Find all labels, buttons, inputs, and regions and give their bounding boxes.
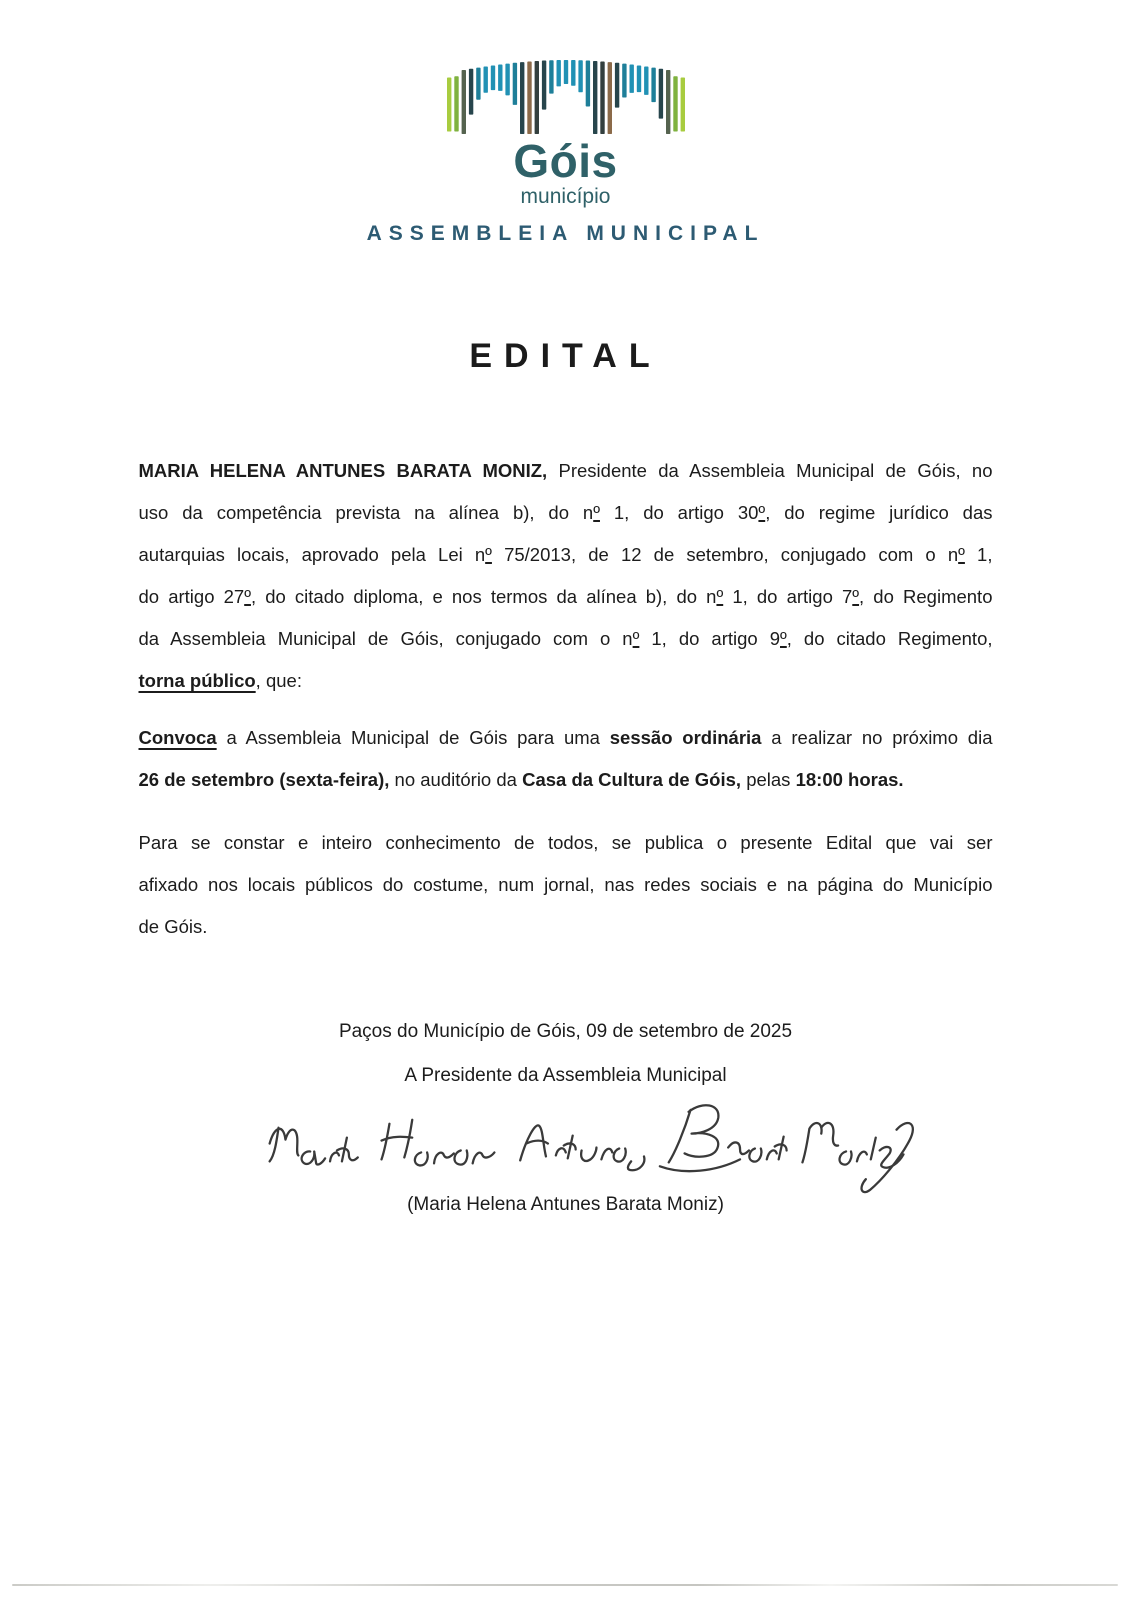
text-segment: 18:00 horas.: [795, 769, 904, 790]
text-line: [139, 864, 993, 906]
text-line: [139, 576, 993, 618]
text-segment: sessão ordinária: [609, 727, 762, 748]
text-segment: torna público: [138, 670, 256, 691]
ordinal-indicator: º: [716, 586, 724, 607]
text-segment: , que:: [255, 670, 302, 691]
text-segment: uso da competência prevista na alínea b), do nº 1, do artigo 30º, do regime jurídico das: [138, 502, 993, 523]
text-segment: da Assembleia Municipal de Góis, conjugado com o nº 1, do artigo 9º, do citado Regimento,: [138, 628, 993, 649]
text-segment: de Góis.: [138, 916, 208, 937]
ordinal-indicator: º: [780, 628, 787, 649]
text-line: [139, 906, 993, 948]
text-line: [139, 660, 993, 702]
ordinal-indicator: º: [958, 544, 965, 565]
scan-artifact-line: [12, 1584, 1118, 1586]
text-segment: 26 de setembro (sexta-feira),: [138, 769, 390, 790]
edital-paragraph: [139, 717, 993, 801]
closing-block: [0, 1018, 1131, 1219]
text-line: [139, 450, 993, 492]
text-line: [139, 759, 993, 801]
text-segment: MARIA HELENA ANTUNES BARATA MONIZ,: [138, 460, 548, 481]
typed-signer-name: (Maria Helena Antunes Barata Moniz): [407, 1194, 724, 1215]
document-title: EDITAL: [469, 337, 662, 375]
ordinal-indicator: º: [852, 586, 860, 607]
text-segment: Casa da Cultura de Góis,: [522, 769, 742, 790]
text-line: [139, 717, 993, 759]
ordinal-indicator: º: [244, 586, 251, 607]
text-segment: do artigo 27º, do citado diploma, e nos termos da alínea b), do nº 1, do artigo 7º, do Regimento: [138, 586, 993, 607]
edital-paragraph: [139, 822, 993, 948]
ordinal-indicator: º: [632, 628, 640, 649]
signature-handwriting: [264, 1096, 924, 1199]
text-line: [139, 618, 993, 660]
text-line: [139, 822, 993, 864]
bridge-bars: [447, 60, 685, 134]
text-segment: pelas: [741, 769, 796, 790]
text-segment: Para se constar e inteiro conhecimento de todos, se publica o presente Edital que vai ser: [138, 832, 993, 853]
text-segment: afixado nos locais públicos do costume, num jornal, nas redes sociais e na página do Município: [138, 874, 993, 895]
text-line: [139, 492, 993, 534]
ordinal-indicator: º: [758, 502, 766, 523]
text-segment: Convoca: [138, 727, 217, 748]
municipality-label: município: [520, 185, 611, 208]
document-body: [139, 450, 993, 948]
text-segment: a Assembleia Municipal de Góis para uma: [216, 727, 610, 748]
org-name: ASSEMBLEIA MUNICIPAL: [366, 222, 765, 245]
edital-paragraph: [139, 450, 993, 702]
signer-title: A Presidente da Assembleia Municipal: [404, 1065, 727, 1086]
text-segment: no auditório da: [389, 769, 523, 790]
text-segment: Presidente da Assembleia Municipal de Góis, no: [547, 460, 993, 481]
text-segment: autarquias locais, aprovado pela Lei nº 75/2013, de 12 de setembro, conjugado com o nº 1,: [138, 544, 993, 565]
gois-bridge-logo-icon: [446, 56, 686, 140]
place-and-date: Paços do Município de Góis, 09 de setembro de 2025: [338, 1021, 793, 1042]
municipality-logo: [0, 0, 1131, 246]
text-segment: a realizar no próximo dia: [761, 727, 993, 748]
ordinal-indicator: º: [593, 502, 600, 523]
municipality-name: Góis: [513, 135, 618, 187]
ordinal-indicator: º: [485, 544, 492, 565]
text-line: [139, 534, 993, 576]
